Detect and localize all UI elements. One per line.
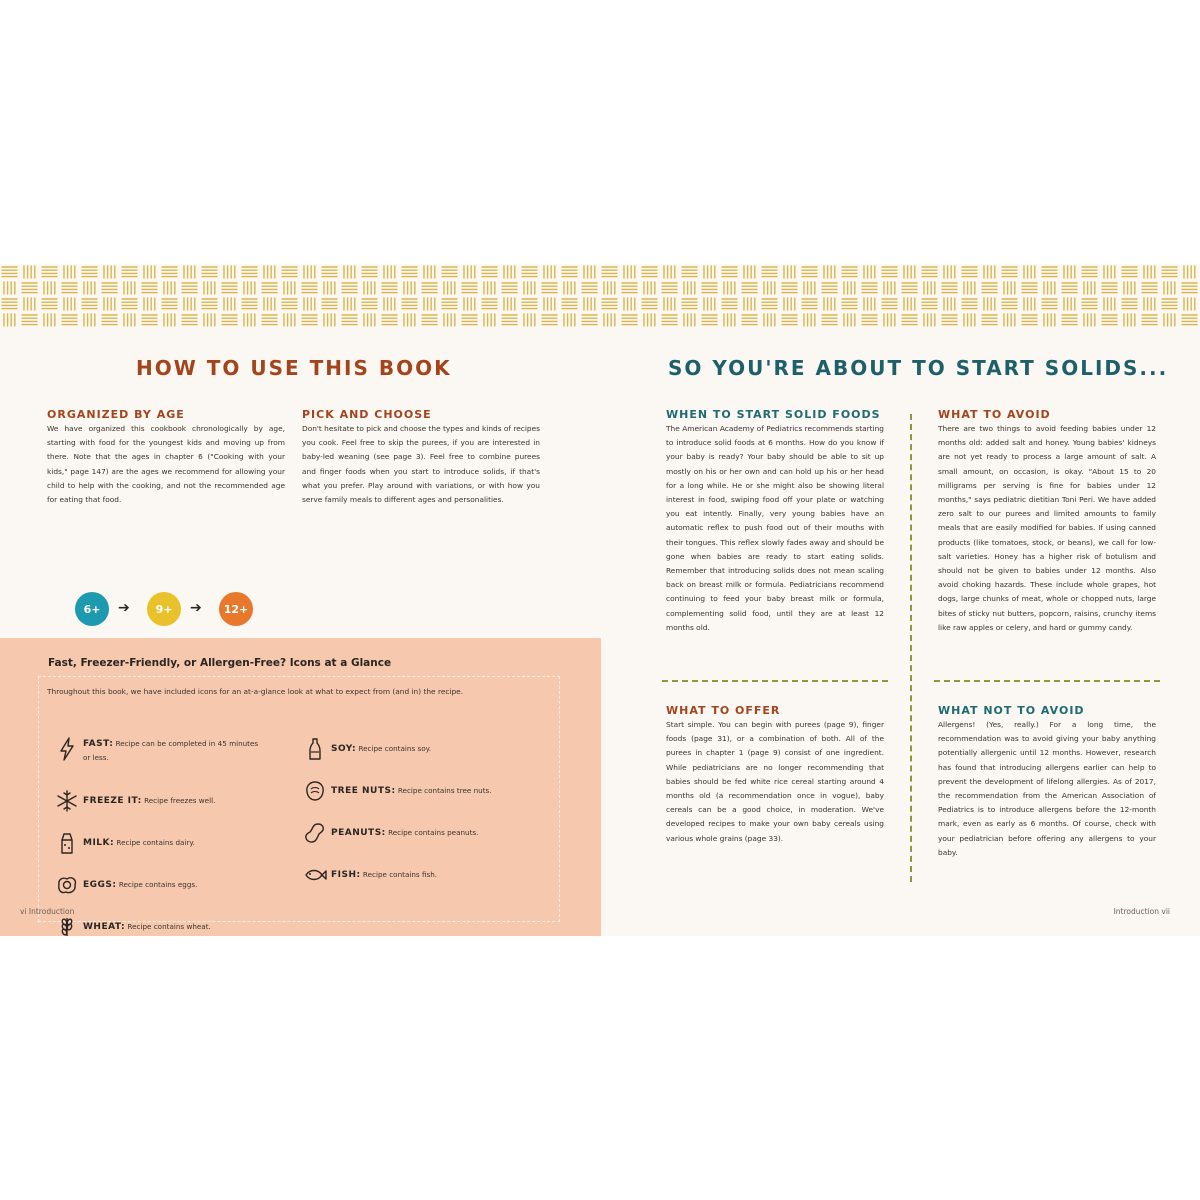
age-badge-6: 6+: [75, 592, 109, 626]
age-badge-9: 9+: [147, 592, 181, 626]
icon-desc: Recipe contains peanuts.: [388, 828, 479, 837]
icon-legend-eggs: [55, 873, 265, 897]
icon-name: TREE NUTS:: [331, 786, 396, 796]
peanut-icon: [303, 821, 327, 845]
column-divider-vertical: [910, 414, 912, 882]
icon-name: FREEZE IT:: [83, 796, 142, 806]
left-page: [0, 328, 600, 936]
icon-desc: Recipe contains eggs.: [118, 880, 198, 889]
icon-desc: Recipe contains soy.: [358, 744, 432, 753]
heading-what-to-offer: WHAT TO OFFER: [666, 704, 781, 717]
section-divider-left: [662, 680, 888, 682]
book-spread: [0, 264, 1200, 936]
icon-legend-tree-nuts: [303, 779, 553, 803]
fish-icon: [303, 863, 327, 887]
icon-desc: Recipe contains dairy.: [116, 838, 195, 847]
section-divider-right: [934, 680, 1160, 682]
decorative-pattern-band: [0, 264, 1200, 328]
age-badge-12: 12+: [219, 592, 253, 626]
wheat-icon: [55, 915, 79, 936]
heading-what-to-avoid: WHAT TO AVOID: [938, 408, 1051, 421]
icon-legend-freeze: [55, 789, 265, 813]
icon-legend-peanuts: [303, 821, 553, 845]
icon-desc: Recipe freezes well.: [144, 796, 216, 805]
age-progression: [75, 592, 265, 628]
icon-name: EGGS:: [83, 880, 117, 890]
organized-by-age-text: We have organized this cookbook chronologically by age, starting with food for the youngest kids and moving up from there. Note that the ages in chapter 6 ("Cooking with your kids," page 147) are the ages we recommend for allowing your child to help with the cooking, and not the recommended age for eating that food.: [47, 424, 285, 505]
heading-pick-and-choose: PICK AND CHOOSE: [302, 408, 432, 421]
heading-when-to-start: WHEN TO START SOLID FOODS: [666, 408, 881, 421]
heading-organized-by-age: ORGANIZED BY AGE: [47, 408, 185, 421]
pick-and-choose-text: Don't hesitate to pick and choose the types and kinds of recipes you cook. Feel free to skip the purees, if you are interested in baby-led weaning (see page 3). Feel free to combine purees and finger foods when you start to introduce solids, if that's what you prefer. Play around with variations, or with how you serve family meals to different ages and personalities.: [302, 424, 540, 505]
soy-bottle-icon: [303, 737, 327, 761]
icon-legend-fish: [303, 863, 553, 887]
icon-desc: Recipe contains fish.: [362, 870, 438, 879]
icon-name: SOY:: [331, 744, 357, 754]
icon-legend-milk: [55, 831, 265, 855]
page-folio-left: vi Introduction: [20, 907, 75, 916]
lightning-icon: [55, 737, 79, 761]
milk-carton-icon: [55, 831, 79, 855]
right-page: [600, 328, 1200, 936]
icon-name: PEANUTS:: [331, 828, 386, 838]
egg-icon: [55, 873, 79, 897]
panel-dashed-box: [38, 676, 560, 932]
snowflake-icon: [55, 789, 79, 813]
what-to-avoid-text: There are two things to avoid feeding babies under 12 months old: added salt and honey. Young babies' kidneys are not yet ready to process a large amount of salt. A small amount, on occasion, is okay. "About 15 to 20 milligrams per serving is fine for babies under 12 months," says pediatric dietitian Toni Peri. We have added zero salt to our purees and limited amounts to family meals that are easily modified for babies. If using canned products (like tomatoes, stock, or beans), we call for low-salt varieties. Honey has a higher risk of botulism and should not be given to babies under 12 months. Also avoid choking hazards. These include whole grapes, hot dogs, large chunks of meat, whole or chopped nuts, large bites of sticky nut butters, popcorn, raisins, crunchy items like raw apples or celery, and hard or gummy candy.: [938, 424, 1156, 632]
page-title-how-to-use: HOW TO USE THIS BOOK: [136, 356, 452, 380]
icon-name: FAST:: [83, 739, 114, 749]
arrow-right-icon: ➔: [118, 600, 130, 616]
what-not-to-avoid-text: Allergens! (Yes, really.) For a long time, the recommendation was to avoid giving your baby anything potentially allergenic until 12 months. However, research has found that introducing allergens earlier can help to prevent the development of lifelong allergies. As of 2017, the recommendation from the American Association of Pediatrics is to introduce allergens before the 12-month mark, even as early as 6 months. Of course, check with your pediatrician before offering any allergens to your baby.: [938, 720, 1156, 857]
what-to-offer-text: Start simple. You can begin with purees (page 9), finger foods (page 31), or a combination of both. All of the purees in chapter 1 (page 9) consist of one ingredient. While pediatricians are no longer recommending that babies should be fed white rice cereal starting around 4 months old (a recommendation once in vogue), baby cereals can be a good choice, in moderation. We've developed recipes to make your own baby cereals using various whole grains (page 33).: [666, 720, 884, 843]
icon-name: MILK:: [83, 838, 115, 848]
icon-desc: Recipe contains tree nuts.: [397, 786, 492, 795]
arrow-right-icon: ➔: [190, 600, 202, 616]
panel-title: Fast, Freezer-Friendly, or Allergen-Free? Icons at a Glance: [48, 657, 392, 669]
icon-desc: Recipe contains wheat.: [127, 922, 211, 931]
icon-name: WHEAT:: [83, 922, 126, 932]
icon-legend-wheat: [55, 915, 265, 936]
nut-icon: [303, 779, 327, 803]
when-to-start-text: The American Academy of Pediatrics recommends starting to introduce solid foods at 6 months. How do you know if your baby is ready? Your baby should be able to sit up mostly on his or her own and can hold up his or her head for a long while. He or she might also be showing literal interest in food, swiping food off your plate or watching you eat intently. Finally, very young babies have an automatic reflex to push food out of their mouths with their tongues. This reflex slowly fades away and should be gone when babies are ready to start eating solids. Remember that introducing solids does not mean scaling back on breast milk or formula. Pediatricians recommend continuing to feed your baby breast milk or formula, complementing solid food, until they are at least 12 months old.: [666, 424, 884, 632]
icon-legend-fast: [55, 737, 265, 764]
page-title-start-solids: SO YOU'RE ABOUT TO START SOLIDS...: [668, 356, 1169, 380]
heading-what-not-to-avoid: WHAT NOT TO AVOID: [938, 704, 1085, 717]
page-folio-right: Introduction vii: [1113, 907, 1170, 916]
icon-name: FISH:: [331, 870, 361, 880]
icon-legend-soy: [303, 737, 553, 761]
icons-at-a-glance-panel: [0, 638, 601, 936]
icon-desc: Recipe can be completed in 45 minutes or less.: [83, 739, 259, 762]
panel-intro-text: Throughout this book, we have included icons for an at-a-glance look at what to expect from (and in) the recipe.: [47, 687, 464, 696]
